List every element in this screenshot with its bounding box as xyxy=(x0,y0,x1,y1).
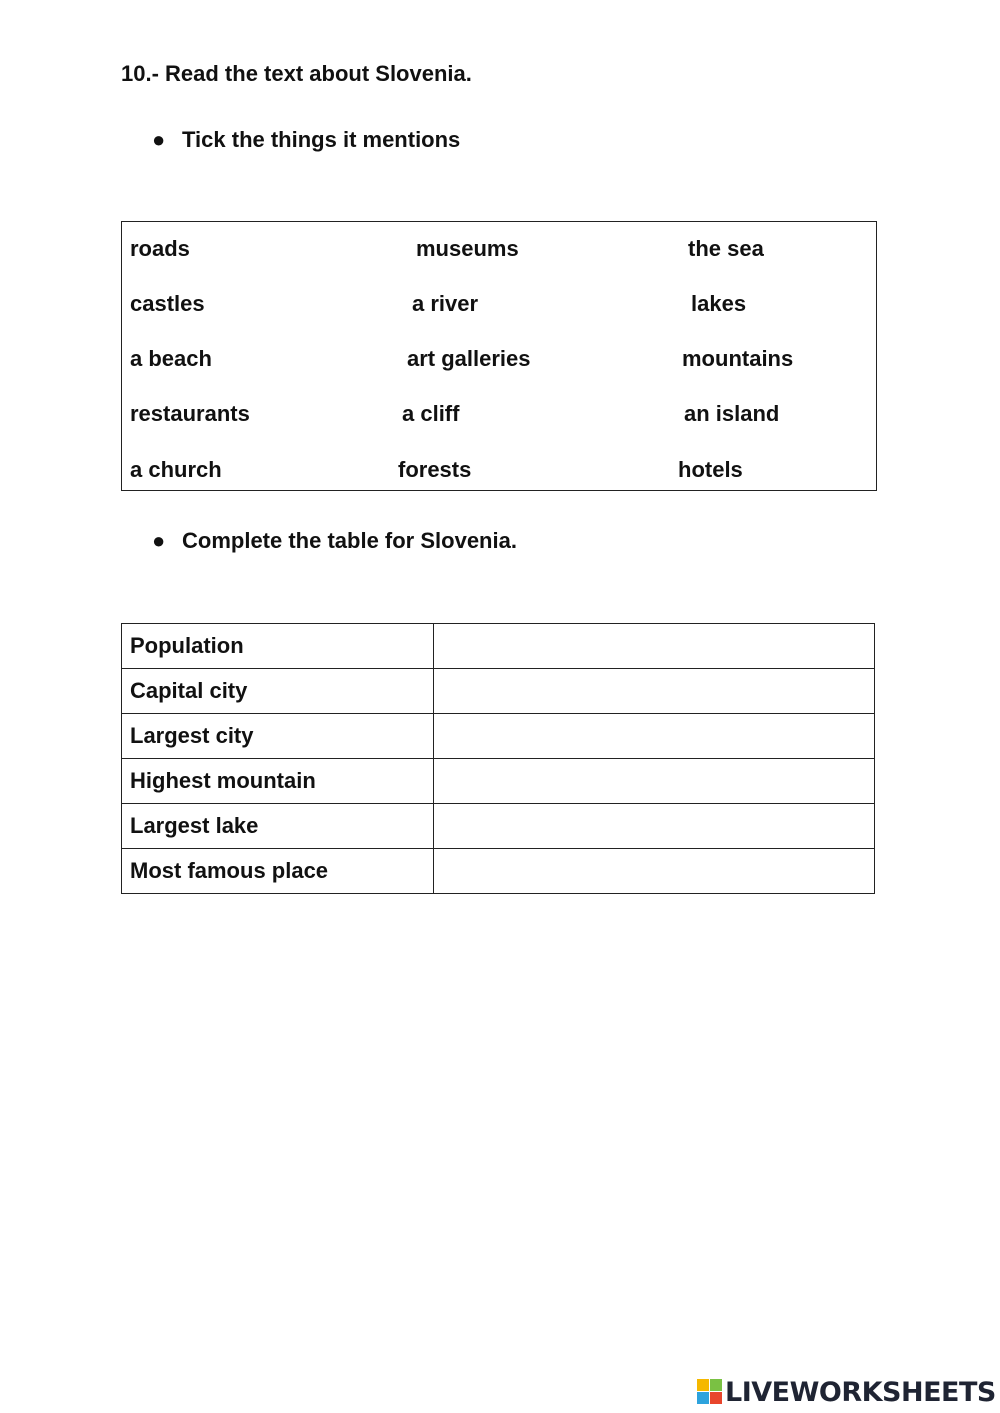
table-row xyxy=(122,669,875,714)
instruction-tick xyxy=(152,127,460,153)
word-list-box xyxy=(121,221,877,491)
row-label: Largest lake xyxy=(122,804,434,849)
answer-field[interactable] xyxy=(434,759,875,804)
answer-field[interactable] xyxy=(434,624,875,669)
word-item[interactable]: forests xyxy=(398,457,472,482)
word-item[interactable]: roads xyxy=(130,236,190,261)
row-label: Largest city xyxy=(122,714,434,759)
row-label: Most famous place xyxy=(122,849,434,894)
row-label: Highest mountain xyxy=(122,759,434,804)
instruction-complete xyxy=(152,528,517,554)
bullet-icon: ● xyxy=(152,127,166,152)
answer-field[interactable] xyxy=(434,714,875,759)
table-row xyxy=(122,714,875,759)
word-item[interactable]: the sea xyxy=(688,236,764,261)
liveworksheets-logo xyxy=(697,1375,996,1409)
table-row xyxy=(122,624,875,669)
answer-field[interactable] xyxy=(434,804,875,849)
slovenia-info-table xyxy=(121,623,875,894)
word-item[interactable]: restaurants xyxy=(130,401,250,426)
word-item[interactable]: mountains xyxy=(682,346,794,371)
logo-square xyxy=(710,1392,722,1404)
row-label: Capital city xyxy=(122,669,434,714)
word-item[interactable]: an island xyxy=(684,401,780,426)
logo-square xyxy=(697,1392,709,1404)
word-item[interactable]: a cliff xyxy=(402,401,460,426)
logo-square xyxy=(697,1379,709,1391)
instruction-tick-text: Tick the things it mentions xyxy=(182,127,461,152)
word-item[interactable]: a river xyxy=(412,291,479,316)
exercise-heading: 10.- Read the text about Slovenia. xyxy=(121,61,472,86)
table-row xyxy=(122,849,875,894)
word-item[interactable]: museums xyxy=(416,236,519,261)
bullet-icon: ● xyxy=(152,528,166,553)
answer-field[interactable] xyxy=(434,849,875,894)
answer-field[interactable] xyxy=(434,669,875,714)
row-label: Population xyxy=(122,624,434,669)
word-item[interactable]: castles xyxy=(130,291,205,316)
table-row xyxy=(122,759,875,804)
liveworksheets-logo-icon xyxy=(697,1379,723,1405)
logo-square xyxy=(710,1379,722,1391)
word-item[interactable]: art galleries xyxy=(407,346,531,371)
brand-name: LIVEWORKSHEETS xyxy=(725,1376,996,1408)
word-item[interactable]: hotels xyxy=(678,457,743,482)
word-item[interactable]: a church xyxy=(130,457,222,482)
word-item[interactable]: lakes xyxy=(691,291,747,316)
word-item[interactable]: a beach xyxy=(130,346,212,371)
instruction-complete-text: Complete the table for Slovenia. xyxy=(182,528,517,553)
table-row xyxy=(122,804,875,849)
